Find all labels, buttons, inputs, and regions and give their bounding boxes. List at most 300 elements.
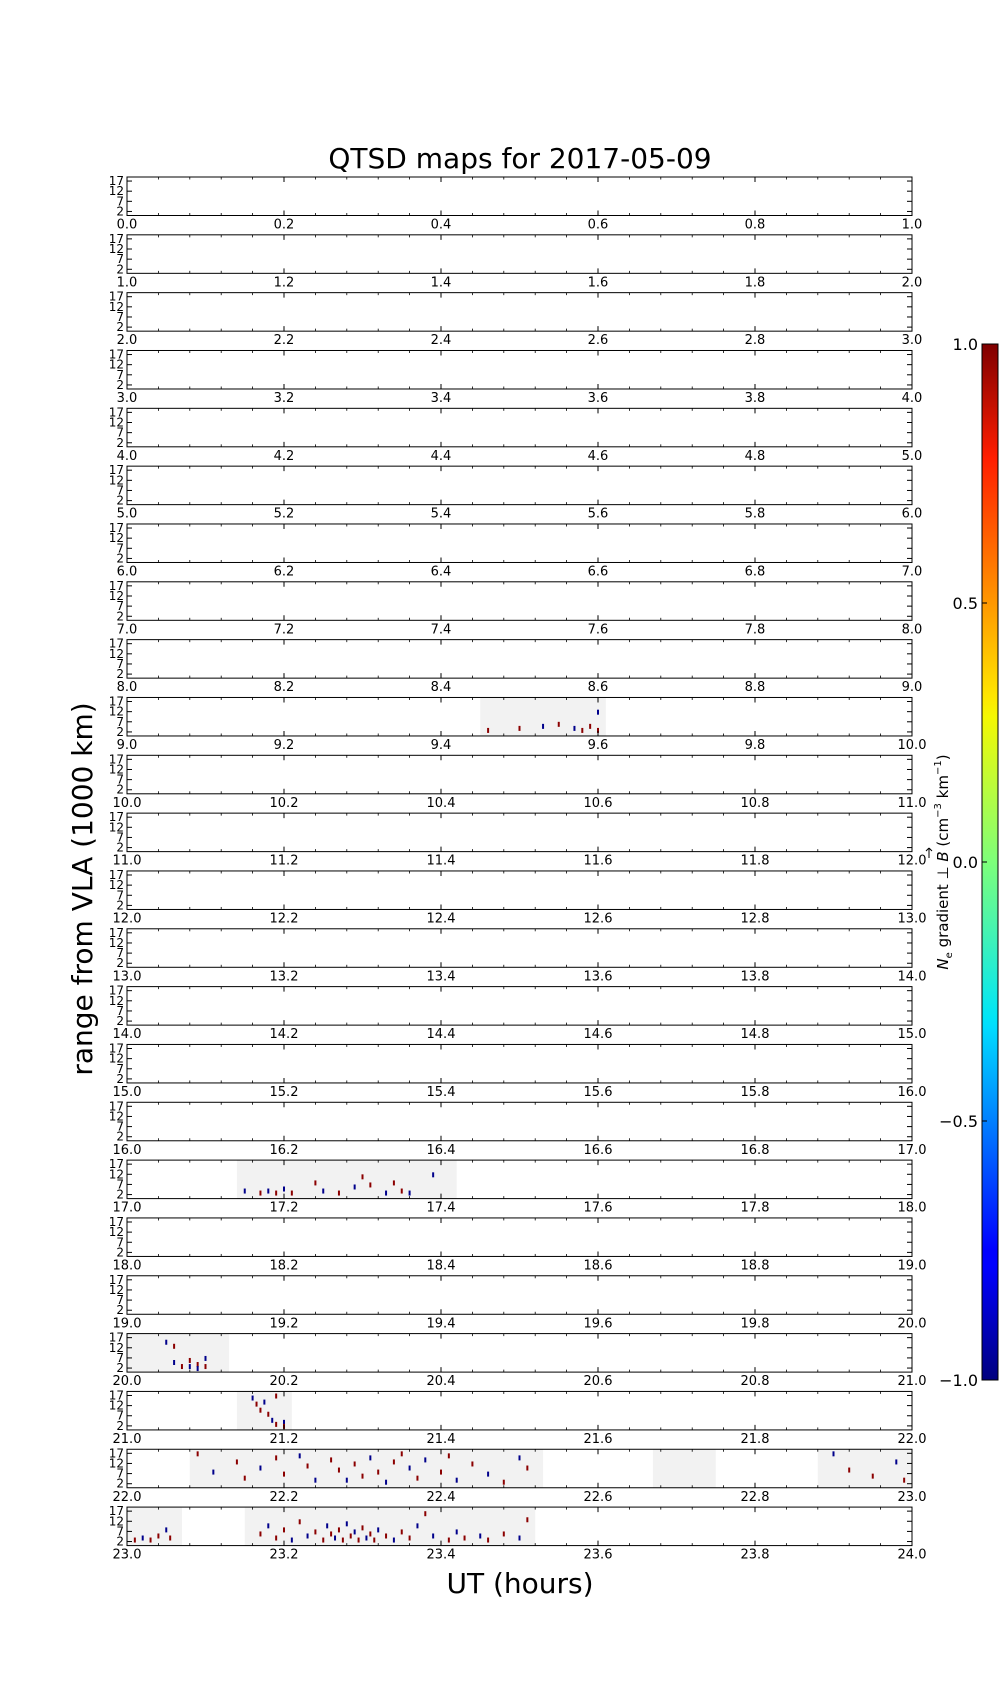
panel-frame — [127, 582, 912, 621]
gradient-mark — [275, 1394, 277, 1399]
hour-panel — [109, 1215, 927, 1273]
panel-frame — [127, 755, 912, 794]
x-tick-label: 11.4 — [426, 853, 456, 869]
gradient-mark — [365, 1536, 367, 1541]
hour-panel — [109, 1504, 927, 1562]
x-tick-label: 23.8 — [740, 1547, 770, 1563]
hour-panel — [109, 1273, 927, 1331]
panel-stack — [109, 174, 927, 1563]
y-tick-label: 12 — [108, 184, 124, 199]
x-tick-label: 20.6 — [583, 1374, 613, 1390]
panel-frame — [127, 1218, 912, 1257]
x-tick-label: 15.6 — [583, 1084, 613, 1100]
colorbar — [926, 335, 998, 1390]
hour-panel — [109, 405, 923, 463]
gradient-mark — [354, 1184, 356, 1189]
gradient-mark — [165, 1340, 167, 1345]
b-vector-arrow — [926, 848, 932, 858]
y-tick-label: 12 — [108, 820, 124, 835]
x-tick-label: 21.8 — [740, 1431, 770, 1447]
x-tick-label: 17.6 — [583, 1200, 613, 1216]
gradient-mark — [299, 1519, 301, 1524]
x-tick-label: 8.4 — [430, 680, 452, 696]
y-tick-label: 7 — [116, 309, 124, 324]
colorbar-tick-label: 0.5 — [952, 594, 978, 613]
gradient-mark — [275, 1536, 277, 1541]
y-tick-label: 12 — [108, 473, 124, 488]
gradient-mark — [291, 1538, 293, 1543]
gradient-mark — [895, 1459, 897, 1464]
y-tick-label: 12 — [108, 1340, 124, 1355]
x-tick-label: 9.2 — [273, 737, 295, 753]
gradient-mark — [393, 1538, 395, 1543]
hour-panel — [109, 868, 927, 926]
x-tick-label: 14.0 — [112, 1027, 142, 1043]
y-tick-label: 7 — [116, 888, 124, 903]
gradient-mark — [338, 1191, 340, 1196]
hour-panel — [109, 1157, 927, 1215]
x-tick-label: 17.2 — [269, 1200, 299, 1216]
gradient-mark — [358, 1538, 360, 1543]
colorbar-label-ne-sub: e — [944, 952, 955, 959]
gradient-mark — [369, 1531, 371, 1536]
gradient-mark — [848, 1468, 850, 1473]
panel-frame — [127, 1044, 912, 1083]
x-tick-label: 5.0 — [116, 506, 138, 522]
gradient-mark — [526, 1466, 528, 1471]
panel-frame — [127, 293, 912, 332]
coverage-region — [127, 1334, 229, 1373]
gradient-mark — [197, 1451, 199, 1456]
x-tick-label: 12.2 — [269, 911, 299, 927]
gradient-mark — [440, 1470, 442, 1475]
x-tick-label: 2.6 — [587, 333, 609, 349]
y-tick-label: 12 — [108, 1514, 124, 1529]
y-tick-label: 12 — [108, 588, 124, 603]
panel-frame — [127, 1334, 912, 1373]
y-tick-label: 2 — [116, 782, 124, 797]
gradient-mark — [432, 1533, 434, 1538]
gradient-mark — [362, 1174, 364, 1179]
x-tick-label: 13.2 — [269, 969, 299, 985]
gradient-mark — [330, 1531, 332, 1536]
x-tick-label: 21.2 — [269, 1431, 299, 1447]
gradient-mark — [424, 1511, 426, 1516]
x-tick-label: 8.0 — [901, 622, 923, 638]
x-tick-label: 9.0 — [901, 680, 923, 696]
y-tick-label: 17 — [108, 925, 124, 940]
coverage-region — [190, 1449, 543, 1488]
x-tick-label: 3.8 — [744, 390, 766, 406]
x-tick-label: 7.8 — [744, 622, 766, 638]
gradient-mark — [385, 1480, 387, 1485]
x-tick-label: 23.0 — [112, 1547, 142, 1563]
gradient-mark — [205, 1364, 207, 1369]
y-tick-label: 7 — [116, 1408, 124, 1423]
x-tick-label: 11.6 — [583, 853, 613, 869]
y-tick-label: 12 — [108, 1225, 124, 1240]
x-tick-label: 9.0 — [116, 737, 138, 753]
x-tick-label: 21.6 — [583, 1431, 613, 1447]
gradient-mark — [181, 1364, 183, 1369]
y-tick-label: 17 — [108, 1214, 124, 1229]
gradient-mark — [519, 726, 521, 731]
gradient-mark — [271, 1418, 273, 1423]
gradient-mark — [448, 1453, 450, 1458]
hour-panel — [109, 579, 923, 637]
gradient-mark — [416, 1476, 418, 1481]
y-tick-label: 7 — [116, 367, 124, 382]
x-tick-label: 11.2 — [269, 853, 299, 869]
x-tick-label: 20.2 — [269, 1374, 299, 1390]
x-tick-label: 3.0 — [901, 333, 923, 349]
x-tick-label: 22.2 — [269, 1489, 299, 1505]
hour-panel — [109, 810, 927, 868]
gradient-mark — [322, 1538, 324, 1543]
y-tick-label: 7 — [116, 599, 124, 614]
hour-panel — [109, 348, 923, 406]
y-tick-label: 12 — [108, 1282, 124, 1297]
y-tick-label: 12 — [108, 1398, 124, 1413]
y-tick-label: 2 — [116, 1303, 124, 1318]
x-tick-label: 2.0 — [116, 333, 138, 349]
panel-frame — [127, 929, 912, 968]
x-tick-label: 13.4 — [426, 969, 456, 985]
x-tick-label: 9.8 — [744, 737, 766, 753]
y-tick-label: 12 — [108, 878, 124, 893]
gradient-mark — [338, 1468, 340, 1473]
x-tick-label: 4.0 — [116, 448, 138, 464]
x-tick-label: 14.4 — [426, 1027, 456, 1043]
gradient-mark — [393, 1459, 395, 1464]
y-tick-label: 17 — [108, 463, 124, 478]
gradient-mark — [291, 1191, 293, 1196]
gradient-mark — [263, 1400, 265, 1405]
y-tick-label: 17 — [108, 810, 124, 825]
y-tick-label: 17 — [108, 983, 124, 998]
x-tick-label: 10.0 — [897, 737, 927, 753]
panel-frame — [127, 177, 912, 216]
x-tick-label: 22.8 — [740, 1489, 770, 1505]
y-tick-label: 12 — [108, 1456, 124, 1471]
panel-frame — [127, 466, 912, 505]
y-tick-label: 12 — [108, 993, 124, 1008]
gradient-mark — [314, 1180, 316, 1185]
y-tick-label: 2 — [116, 320, 124, 335]
hour-panel — [109, 637, 923, 695]
y-tick-label: 2 — [116, 262, 124, 277]
x-tick-label: 20.0 — [112, 1374, 142, 1390]
x-tick-label: 5.6 — [587, 506, 609, 522]
y-tick-label: 17 — [108, 405, 124, 420]
y-tick-label: 2 — [116, 898, 124, 913]
y-tick-label: 2 — [116, 493, 124, 508]
gradient-mark — [558, 722, 560, 727]
x-tick-label: 14.6 — [583, 1027, 613, 1043]
gradient-mark — [377, 1527, 379, 1532]
gradient-mark — [189, 1358, 191, 1363]
panel-frame — [127, 1102, 912, 1141]
x-tick-label: 0.8 — [744, 217, 766, 233]
gradient-mark — [338, 1527, 340, 1532]
y-tick-label: 7 — [116, 425, 124, 440]
x-tick-label: 16.0 — [897, 1084, 927, 1100]
y-tick-label: 2 — [116, 840, 124, 855]
y-tick-label: 17 — [108, 1330, 124, 1345]
gradient-mark — [456, 1478, 458, 1483]
gradient-mark — [573, 726, 575, 731]
y-tick-label: 17 — [108, 1272, 124, 1287]
x-tick-label: 17.0 — [112, 1200, 142, 1216]
x-tick-label: 0.2 — [273, 217, 295, 233]
x-tick-label: 19.8 — [740, 1316, 770, 1332]
panel-frame — [127, 524, 912, 563]
colorbar-label-exp2: −1 — [933, 760, 944, 776]
gradient-mark — [150, 1538, 152, 1543]
y-tick-label: 7 — [116, 714, 124, 729]
x-tick-label: 22.6 — [583, 1489, 613, 1505]
gradient-mark — [299, 1453, 301, 1458]
x-tick-label: 23.6 — [583, 1547, 613, 1563]
y-tick-label: 17 — [108, 231, 124, 246]
y-tick-label: 2 — [116, 1361, 124, 1376]
x-tick-label: 14.0 — [897, 969, 927, 985]
panel-frame — [127, 1276, 912, 1315]
gradient-mark — [330, 1457, 332, 1462]
y-tick-label: 12 — [108, 646, 124, 661]
y-tick-label: 17 — [108, 694, 124, 709]
x-tick-label: 6.0 — [116, 564, 138, 580]
y-tick-label: 17 — [108, 1041, 124, 1056]
x-tick-label: 6.2 — [273, 564, 295, 580]
x-tick-label: 13.6 — [583, 969, 613, 985]
gradient-mark — [134, 1538, 136, 1543]
gradient-mark — [401, 1529, 403, 1534]
coverage-region — [237, 1160, 457, 1199]
x-tick-label: 11.0 — [897, 795, 927, 811]
x-tick-label: 2.2 — [273, 333, 295, 349]
x-tick-label: 19.2 — [269, 1316, 299, 1332]
panel-frame — [127, 640, 912, 679]
x-tick-label: 18.2 — [269, 1258, 299, 1274]
x-tick-label: 7.6 — [587, 622, 609, 638]
gradient-mark — [479, 1533, 481, 1538]
gradient-mark — [267, 1523, 269, 1528]
x-tick-label: 12.6 — [583, 911, 613, 927]
x-tick-label: 17.0 — [897, 1142, 927, 1158]
gradient-mark — [833, 1451, 835, 1456]
y-tick-label: 2 — [116, 1071, 124, 1086]
gradient-mark — [275, 1191, 277, 1196]
y-tick-label: 2 — [116, 609, 124, 624]
gradient-mark — [165, 1527, 167, 1532]
x-tick-label: 4.0 — [901, 390, 923, 406]
colorbar-label-mid: gradient ⊥ — [934, 861, 952, 953]
hour-panel — [109, 1042, 927, 1100]
hour-panel — [109, 752, 927, 810]
x-tick-label: 3.6 — [587, 390, 609, 406]
x-tick-label: 7.2 — [273, 622, 295, 638]
figure-title: QTSD maps for 2017-05-09 — [328, 142, 712, 175]
gradient-mark — [169, 1536, 171, 1541]
x-tick-label: 6.6 — [587, 564, 609, 580]
colorbar-tick-label: −1.0 — [939, 1371, 978, 1390]
y-tick-label: 2 — [116, 956, 124, 971]
y-tick-label: 2 — [116, 551, 124, 566]
gradient-mark — [526, 1517, 528, 1522]
x-tick-label: 17.8 — [740, 1200, 770, 1216]
gradient-mark — [503, 1480, 505, 1485]
x-tick-label: 8.2 — [273, 680, 295, 696]
x-tick-label: 2.8 — [744, 333, 766, 349]
gradient-mark — [471, 1461, 473, 1466]
x-tick-label: 13.0 — [897, 911, 927, 927]
x-axis-title: UT (hours) — [446, 1567, 594, 1600]
x-tick-label: 15.2 — [269, 1084, 299, 1100]
x-tick-label: 10.6 — [583, 795, 613, 811]
x-tick-label: 7.0 — [901, 564, 923, 580]
gradient-mark — [346, 1521, 348, 1526]
colorbar-tick-label: 0.0 — [952, 853, 978, 872]
y-tick-label: 2 — [116, 377, 124, 392]
gradient-mark — [519, 1536, 521, 1541]
y-tick-label: 12 — [108, 1109, 124, 1124]
gradient-mark — [354, 1529, 356, 1534]
gradient-mark — [409, 1191, 411, 1196]
y-tick-label: 2 — [116, 1129, 124, 1144]
gradient-mark — [283, 1527, 285, 1532]
gradient-mark — [173, 1344, 175, 1349]
x-tick-label: 1.2 — [273, 275, 295, 291]
y-tick-label: 7 — [116, 252, 124, 267]
panel-frame — [127, 813, 912, 852]
y-tick-label: 12 — [108, 1167, 124, 1182]
x-tick-label: 11.0 — [112, 853, 142, 869]
gradient-mark — [385, 1191, 387, 1196]
gradient-mark — [597, 710, 599, 715]
gradient-mark — [354, 1461, 356, 1466]
gradient-mark — [173, 1360, 175, 1365]
y-tick-label: 17 — [108, 289, 124, 304]
x-tick-label: 1.4 — [430, 275, 452, 291]
x-tick-label: 12.0 — [112, 911, 142, 927]
gradient-mark — [283, 1187, 285, 1192]
y-tick-label: 7 — [116, 194, 124, 209]
gradient-mark — [350, 1533, 352, 1538]
x-tick-label: 22.4 — [426, 1489, 456, 1505]
x-tick-label: 14.8 — [740, 1027, 770, 1043]
y-tick-label: 7 — [116, 1466, 124, 1481]
hour-panel — [109, 521, 923, 579]
x-tick-label: 23.0 — [897, 1489, 927, 1505]
y-tick-label: 7 — [116, 1293, 124, 1308]
x-tick-label: 17.4 — [426, 1200, 456, 1216]
y-tick-label: 17 — [108, 1157, 124, 1172]
gradient-mark — [157, 1533, 159, 1538]
gradient-mark — [267, 1412, 269, 1417]
y-tick-label: 17 — [108, 1504, 124, 1519]
colorbar-label-ne: N — [934, 958, 952, 970]
gradient-mark — [448, 1538, 450, 1543]
x-tick-label: 16.6 — [583, 1142, 613, 1158]
gradient-mark — [326, 1523, 328, 1528]
y-tick-label: 7 — [116, 656, 124, 671]
x-tick-label: 19.6 — [583, 1316, 613, 1332]
y-tick-label: 12 — [108, 704, 124, 719]
x-tick-label: 18.0 — [112, 1258, 142, 1274]
x-tick-label: 5.0 — [901, 448, 923, 464]
x-tick-label: 3.4 — [430, 390, 452, 406]
gradient-mark — [236, 1459, 238, 1464]
x-tick-label: 15.0 — [112, 1084, 142, 1100]
gradient-mark — [542, 724, 544, 729]
x-tick-label: 4.2 — [273, 448, 295, 464]
y-tick-label: 17 — [108, 752, 124, 767]
y-tick-label: 12 — [108, 762, 124, 777]
hour-panel — [109, 1446, 927, 1504]
gradient-mark — [334, 1536, 336, 1541]
y-tick-label: 12 — [108, 531, 124, 546]
colorbar-label — [933, 754, 955, 969]
coverage-region — [245, 1507, 535, 1546]
gradient-mark — [267, 1189, 269, 1194]
coverage-region — [653, 1449, 716, 1488]
y-tick-label: 7 — [116, 830, 124, 845]
x-tick-label: 20.4 — [426, 1374, 456, 1390]
x-tick-label: 12.8 — [740, 911, 770, 927]
y-tick-label: 2 — [116, 435, 124, 450]
y-tick-label: 2 — [116, 1534, 124, 1549]
x-tick-label: 24.0 — [897, 1547, 927, 1563]
colorbar-label-b: B — [934, 851, 952, 862]
x-tick-label: 6.4 — [430, 564, 452, 580]
gradient-mark — [416, 1523, 418, 1528]
gradient-mark — [244, 1189, 246, 1194]
gradient-mark — [369, 1455, 371, 1460]
y-tick-label: 2 — [116, 1187, 124, 1202]
gradient-mark — [256, 1402, 258, 1407]
gradient-mark — [314, 1478, 316, 1483]
gradient-mark — [205, 1356, 207, 1361]
colorbar-tick-label: 1.0 — [952, 335, 978, 354]
x-tick-label: 2.0 — [901, 275, 923, 291]
gradient-mark — [362, 1525, 364, 1530]
y-tick-label: 7 — [116, 483, 124, 498]
gradient-mark — [314, 1529, 316, 1534]
y-tick-label: 12 — [108, 415, 124, 430]
y-tick-label: 7 — [116, 1177, 124, 1192]
y-tick-label: 17 — [108, 174, 124, 189]
x-tick-label: 18.4 — [426, 1258, 456, 1274]
gradient-mark — [903, 1478, 905, 1483]
gradient-mark — [275, 1422, 277, 1427]
x-tick-label: 10.8 — [740, 795, 770, 811]
y-tick-label: 7 — [116, 946, 124, 961]
hour-panel — [109, 1388, 927, 1446]
gradient-mark — [252, 1396, 254, 1401]
gradient-mark — [432, 1172, 434, 1177]
gradient-mark — [342, 1538, 344, 1543]
x-tick-label: 11.8 — [740, 853, 770, 869]
y-tick-label: 7 — [116, 1350, 124, 1365]
panel-frame — [127, 350, 912, 389]
y-tick-label: 17 — [108, 578, 124, 593]
gradient-mark — [307, 1463, 309, 1468]
coverage-region — [480, 697, 606, 736]
colorbar-label-unit2: km — [934, 775, 952, 804]
gradient-mark — [259, 1408, 261, 1413]
x-tick-label: 21.0 — [112, 1431, 142, 1447]
